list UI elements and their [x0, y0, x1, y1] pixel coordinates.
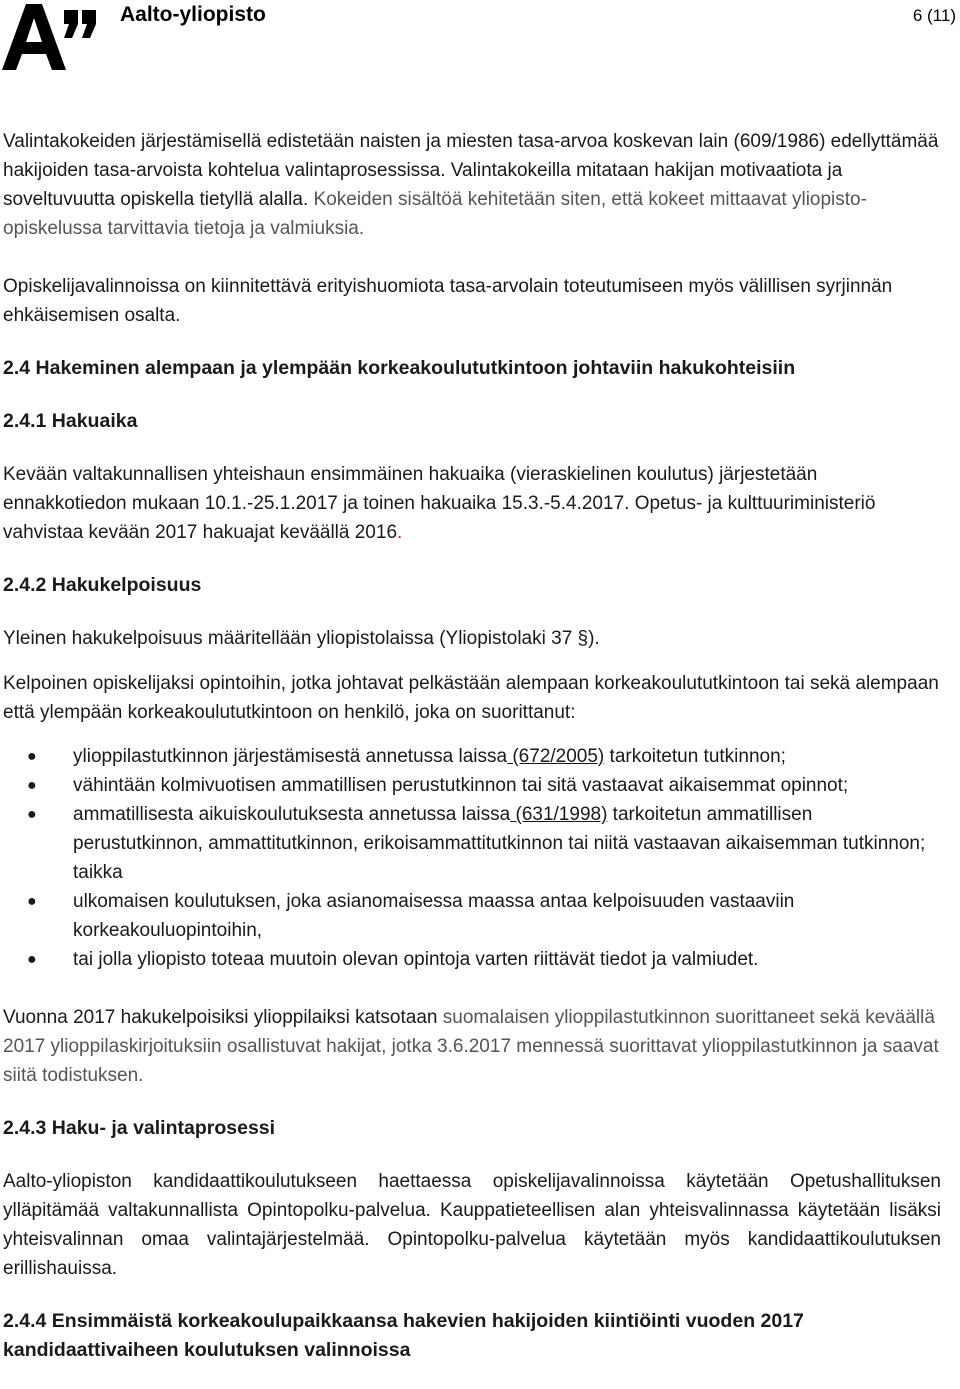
- list-item: ● tai jolla yliopisto toteaa muutoin olevan opintoja varten riittävät tiedot ja valmiudet.: [3, 945, 941, 974]
- paragraph-eligible-person: Kelpoinen opiskelijaksi opintoihin, jotka johtavat pelkästään alempaan korkeakoulututkintoon tai sekä alempaan että ylempään korkeakoulututkintoon on henkilö, joka on suorittanut:: [3, 673, 939, 723]
- subsection-heading-2-4-4: 2.4.4 Ensimmäistä korkeakoulupaikkaansa hakevien hakijoiden kiintiöinti vuoden 2017 kandidaattivaiheen koulutuksen valinnoissa: [3, 1310, 804, 1361]
- paragraph-general-eligibility: Yleinen hakukelpoisuus määritellään yliopistolaissa (Yliopistolaki 37 §).: [3, 628, 600, 649]
- list-item: ● ulkomaisen koulutuksen, joka asianomaisessa maassa antaa kelpoisuuden vastaaviin korkeakouluopintoihin,: [3, 887, 941, 945]
- subsection-heading-2-4-1: 2.4.1 Hakuaika: [3, 410, 138, 432]
- organization-name: Aalto-yliopisto: [120, 3, 266, 26]
- aalto-logo: [2, 4, 100, 70]
- eligibility-list: [3, 742, 941, 974]
- bullet-icon: ●: [27, 748, 37, 765]
- law-link-672-2005[interactable]: (672/2005): [507, 746, 605, 767]
- document-body: [3, 127, 941, 1365]
- bullet-icon: ●: [27, 893, 37, 910]
- subsection-heading-2-4-2: 2.4.2 Hakukelpoisuus: [3, 574, 202, 596]
- list-item: ● ylioppilastutkinnon järjestämisestä annetussa laissa (672/2005) tarkoitetun tutkinnon;: [3, 742, 941, 771]
- bullet-icon: ●: [27, 951, 37, 968]
- list-item: ● ammatillisesta aikuiskoulutuksesta annetussa laissa (631/1998) tarkoitetun ammatillisen perustutkinnon, ammattitutkinnon, erikoisammattitutkinnon tai niitä vastaavan aikaisemman tutkinnon; taikka: [3, 800, 941, 887]
- paragraph-equality-gray: Kokeiden sisältöä kehitetään siten, että kokeet mittaavat yliopisto-opiskelussa tarvittavia tietoja ja valmiuksia.: [3, 189, 867, 239]
- page-number: 6 (11): [912, 6, 956, 25]
- list-item: ● vähintään kolmivuotisen ammatillisen perustutkinnon tai sitä vastaavat aikaisemmat opinnot;: [3, 771, 941, 800]
- section-heading-2-4: 2.4 Hakeminen alempaan ja ylempään korkeakoulututkintoon johtaviin hakukohteisiin: [3, 357, 796, 379]
- subsection-heading-2-4-3: 2.4.3 Haku- ja valintaprosessi: [3, 1117, 276, 1139]
- page-header: [0, 0, 960, 80]
- bullet-icon: ●: [27, 777, 37, 794]
- paragraph-application-process: Aalto-yliopiston kandidaattikoulutukseen haettaessa opiskelijavalinnoissa käytetään Opetushallituksen ylläpitämää valtakunnallista Opintopolku-palvelua. Kauppatieteellisen alan yhteisvalinnassa käytetään lisäksi yhteisvalinnan omaa valintajärjestelmää. Opintopolku-palvelua käytetään myös kandidaattikoulutuksen erillishauissa.: [3, 1171, 941, 1279]
- bullet-icon: ●: [27, 806, 37, 823]
- paragraph-discrimination: Opiskelijavalinnoissa on kiinnitettävä erityishuomiota tasa-arvolain toteutumiseen myös välillisen syrjinnän ehkäisemisen osalta.: [3, 276, 893, 326]
- paragraph-application-period: Kevään valtakunnallisen yhteishaun ensimmäinen hakuaika (vieraskielinen koulutus) järjestetään ennakkotiedon mukaan 10.1.-25.1.2017 ja toinen hakuaika 15.3.-5.4.2017. Opetus- ja kulttuuriministeriö vahvistaa kevään 2017 hakuajat keväällä 2016.: [3, 464, 876, 543]
- paragraph-equality: Valintakokeiden järjestämisellä edistetään naisten ja miesten tasa-arvoa koskevan lain (609/1986) edellyttämää hakijoiden tasa-arvoista kohtelua valintaprosessissa. Valintakokeilla mitataan hakijan motivaatiota ja soveltuvuutta opiskella tietyllä alalla. Kokeiden sisältöä kehitetään siten, että kokeet mittaavat yliopisto-opiskelussa tarvittavia tietoja ja valmiuksia.: [3, 131, 939, 239]
- paragraph-matriculation-2017: Vuonna 2017 hakukelpoisiksi ylioppilaiksi katsotaan suomalaisen ylioppilastutkinnon suorittaneet sekä keväällä 2017 ylioppilaskirjoituksiin osallistuvat hakijat, jotka 3.6.2017 mennessä suorittavat ylioppilastutkinnon ja saavat siitä todistuksen.: [3, 1007, 939, 1086]
- law-link-631-1998[interactable]: (631/1998): [510, 804, 608, 825]
